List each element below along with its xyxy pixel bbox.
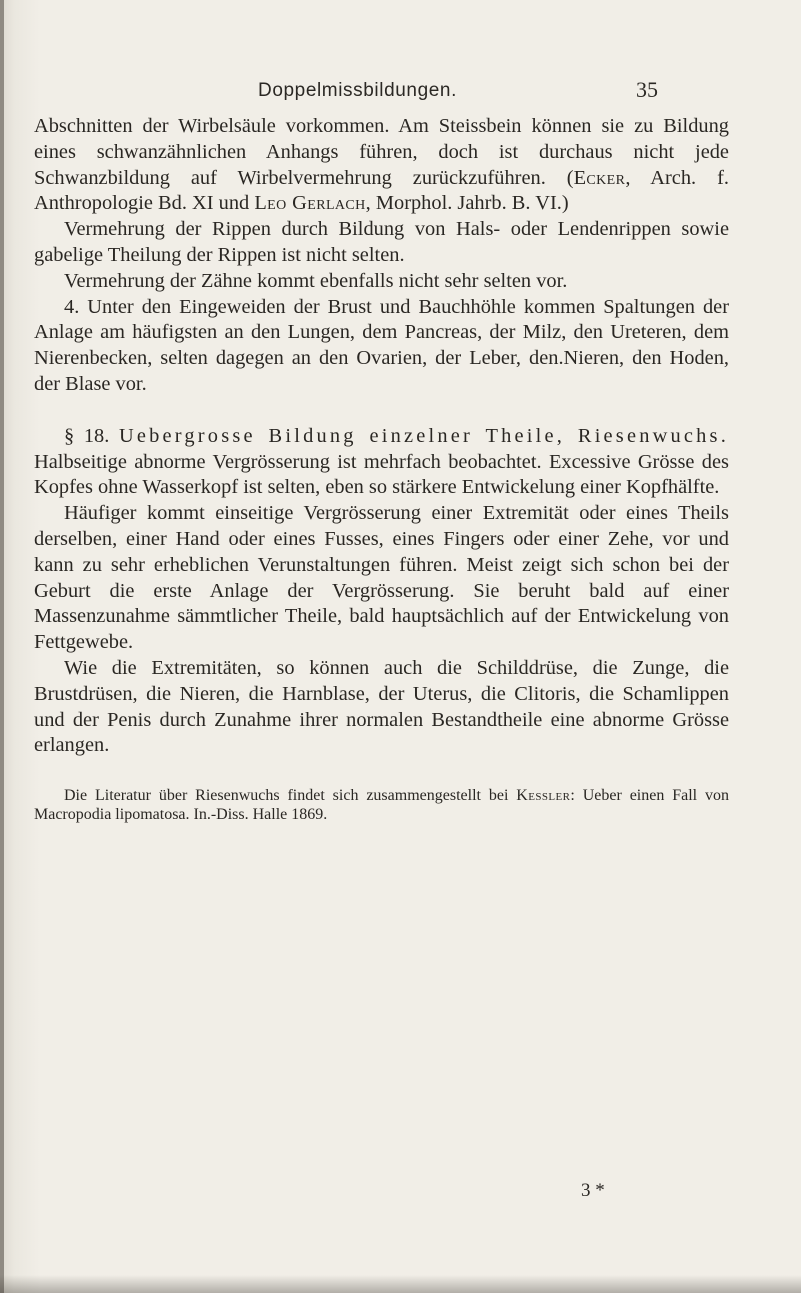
paragraph-vertebrae: Abschnitten der Wirbelsäule vorkommen. Am Steissbein können sie zu Bildung eines schwanzähnlichen Anhangs führen, doch ist durchaus nicht jede Schwanzbildung auf Wirbelvermehrung zurückzuführen. (Ecker, Arch. f. Anthropologie Bd. XI und Leo Gerlach, Morphol. Jahrb. B. VI.) [34, 115, 729, 215]
body-text [34, 114, 729, 759]
section-number: § 18. [64, 424, 110, 447]
page-bottom-shadow [0, 1275, 801, 1293]
author-leo-gerlach: Leo Gerlach [254, 192, 366, 215]
signature-mark: 3 * [581, 1180, 605, 1201]
running-title: Doppelmissbildungen. [258, 80, 457, 101]
paragraph-viscera: 4. Unter den Eingeweiden der Brust und Bauchhöhle kommen Spaltungen der Anlage am häufigsten an den Lungen, dem Pancreas, der Milz, den Ureteren, dem Nierenbecken, selten dagegen an den Ovarien, der Leber, den.Nieren, den Hoden, der Blase vor. [34, 295, 729, 395]
footnote-literature: Die Literatur über Riesenwuchs findet sich zusammengestellt bei Kessler: Ueber einen Fall von Macropodia lipomatosa. In.-Diss. Halle 1869. [34, 787, 730, 823]
paragraph-ribs: Vermehrung der Rippen durch Bildung von Hals- oder Lendenrippen sowie gabelige Theilung der Rippen ist nicht selten. [34, 218, 729, 266]
running-head [40, 77, 740, 108]
section-18-paragraph: § 18. Uebergrosse Bildung einzelner Theile, Riesenwuchs. Halbseitige abnorme Vergrösserung ist mehrfach beobachtet. Excessive Grösse des Kopfes ohne Wasserkopf ist selten, eben so stärkere Entwickelung einer Kopfhälfte. [34, 424, 729, 499]
author-ecker: Ecker [573, 166, 626, 189]
page-spine-edge [0, 0, 4, 1293]
paragraph-extremities: Häufiger kommt einseitige Vergrösserung einer Extremität oder eines Theils derselben, einer Hand oder eines Fusses, eines Fingers oder einer Zehe, vor und kann zu sehr erheblichen Verunstaltungen führen. Meist zeigt sich schon bei der Geburt die erste Anlage der Vergrösserung. Sie beruht bald auf einer Massenzunahme sämmtlicher Theile, bald hauptsächlich auf der Entwickelung von Fettgewebe. [34, 502, 729, 654]
section-title: Uebergrosse Bildung einzelner Theile, Riesenwuchs. [118, 424, 729, 447]
paragraph-teeth: Vermehrung der Zähne kommt ebenfalls nicht sehr selten vor. [64, 269, 568, 292]
author-kessler: Kessler [516, 787, 571, 804]
paragraph-organs: Wie die Extremitäten, so können auch die Schilddrüse, die Zunge, die Brustdrüsen, die Nieren, die Harnblase, der Uterus, die Clitoris, die Schamlippen und der Penis durch Zunahme ihrer normalen Bestandtheile eine abnorme Grösse erlangen. [34, 656, 729, 757]
footnote [34, 786, 729, 824]
page-number: 35 [636, 77, 658, 102]
